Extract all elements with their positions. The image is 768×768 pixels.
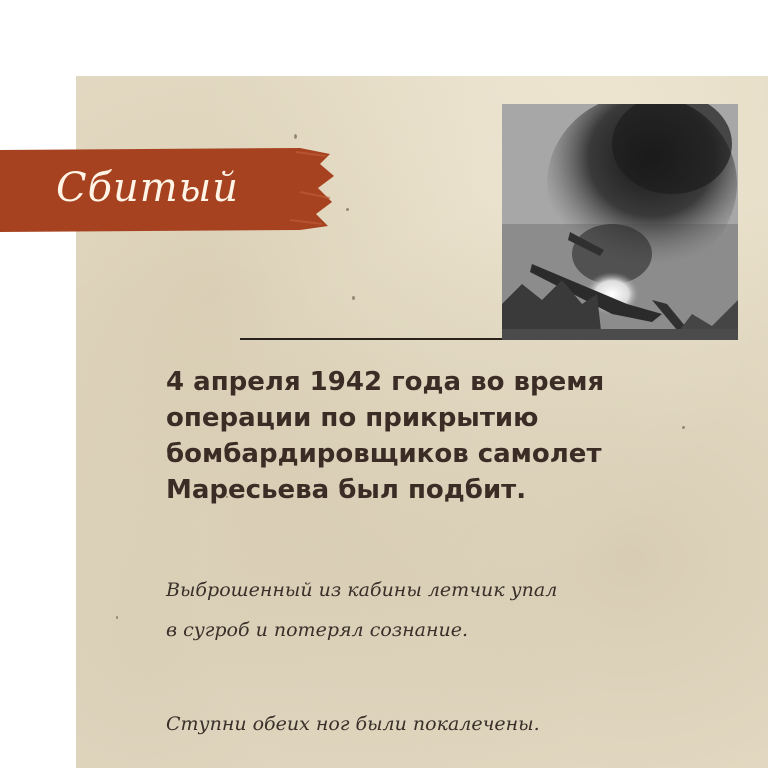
banner-title: Сбитый [56, 165, 240, 211]
paragraph-line: в сугроб и потерял сознание. [166, 619, 469, 641]
burning-plane-photo [502, 104, 738, 340]
headline-line: бомбардировщиков самолет [166, 439, 602, 469]
paragraph-injury [166, 704, 726, 744]
paragraph-line: Ступни обеих ног были покалечены. [166, 713, 540, 735]
title-banner [0, 146, 336, 232]
paragraph-line: Выброшенный из кабины летчик упал [166, 579, 558, 601]
headline-line: операции по прикрытию [166, 403, 539, 433]
paper-speck [294, 134, 297, 139]
paper-speck [346, 208, 349, 211]
divider-line [240, 338, 502, 340]
headline-text [166, 364, 726, 508]
headline-line: 4 апреля 1942 года во время [166, 367, 605, 397]
headline-line: Маресьева был подбит. [166, 475, 527, 505]
paper-speck [352, 296, 355, 300]
paragraph-ejection [166, 570, 726, 650]
paper-speck [116, 616, 118, 619]
